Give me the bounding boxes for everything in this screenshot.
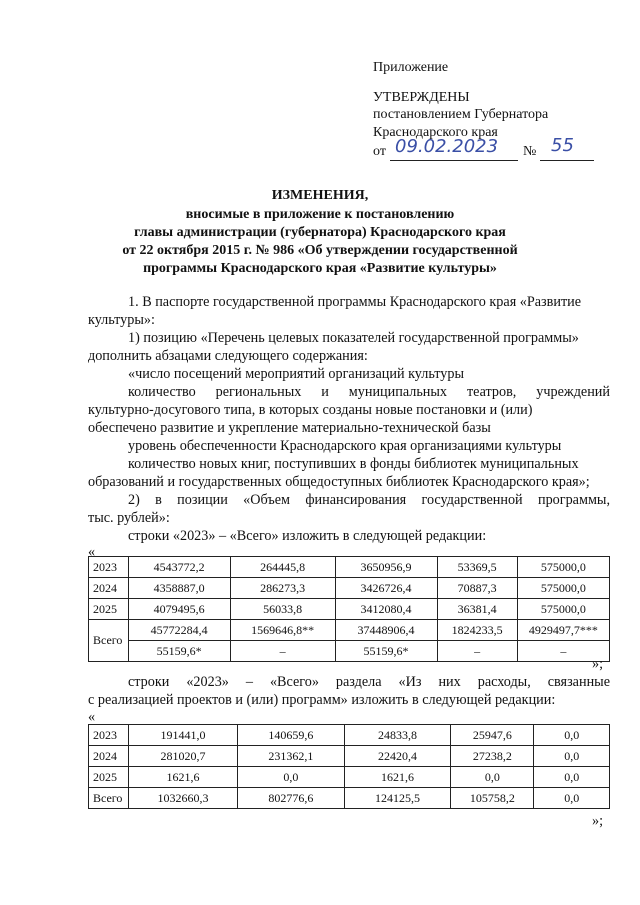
total-label-cell: Всего [89, 620, 129, 662]
appendix-label: Приложение [373, 60, 449, 75]
quote-open-1: « [88, 544, 96, 560]
table-row [89, 557, 610, 578]
projects-table [88, 724, 610, 809]
year-cell: 2025 [89, 767, 129, 788]
para-6a: количество новых книг, поступивших в фонды библиотек муниципальных [128, 456, 579, 472]
table-cell: 4929497,7*** [517, 620, 609, 641]
table-cell: 4358887,0 [128, 578, 230, 599]
table-cell: 575000,0 [517, 557, 609, 578]
table-cell: 3650956,9 [335, 557, 437, 578]
approved-label: УТВЕРЖДЕНЫ [373, 90, 470, 105]
para-2b: дополнить абзацами следующего содержания: [88, 348, 368, 364]
table-cell: 802776,6 [237, 788, 344, 809]
para-4b: культурно-досугового типа, в которых созданы новые постановки и (или) [88, 402, 533, 418]
table-cell: 70887,3 [437, 578, 517, 599]
para-2a: 1) позицию «Перечень целевых показателей государственной программы» [128, 330, 579, 346]
table-cell: 575000,0 [517, 578, 609, 599]
table-cell: – [437, 641, 517, 662]
title-line4: от 22 октября 2015 г. № 986 «Об утверждении государственной [122, 243, 518, 258]
para-9a: строки «2023» – «Всего» раздела «Из них расходы, связанные [128, 674, 610, 690]
quote-close-1: »; [592, 656, 604, 672]
table-cell: 45772284,4 [128, 620, 230, 641]
year-cell: 2023 [89, 725, 129, 746]
table-cell: 0,0 [534, 725, 610, 746]
table-cell: 3412080,4 [335, 599, 437, 620]
para-1b: культуры»: [88, 312, 155, 328]
table-cell: 24833,8 [344, 725, 451, 746]
year-cell: 2024 [89, 746, 129, 767]
para-4c: обеспечено развитие и укрепление материально-технической базы [88, 420, 491, 436]
quote-open-2: « [88, 709, 96, 725]
year-cell: 2023 [89, 557, 129, 578]
from-label: от [373, 144, 386, 159]
number-underline [540, 160, 594, 161]
para-6b: образований и государственных общедоступных библиотек Краснодарского края»; [88, 474, 590, 490]
para-7a: 2) в позиции «Объем финансирования государственной программы, [128, 492, 610, 508]
table-cell: 3426726,4 [335, 578, 437, 599]
year-cell: Всего [89, 788, 129, 809]
quote-close-2: »; [592, 813, 604, 829]
para-4a: количество региональных и муниципальных театров, учреждений [128, 384, 610, 400]
table-cell: 124125,5 [344, 788, 451, 809]
number-label: № [523, 144, 537, 159]
table-row-total-sub [89, 641, 610, 662]
table-row [89, 725, 610, 746]
para-3: «число посещений мероприятий организаций культуры [128, 366, 465, 382]
table-cell: 264445,8 [230, 557, 335, 578]
approved-line2: Краснодарского края [373, 125, 498, 140]
table-row [89, 578, 610, 599]
table-cell: 0,0 [534, 788, 610, 809]
table-cell: 1621,6 [129, 767, 238, 788]
table-cell: 55159,6* [335, 641, 437, 662]
title-line1: ИЗМЕНЕНИЯ, [271, 188, 369, 203]
table-cell: 575000,0 [517, 599, 609, 620]
year-cell: 2024 [89, 578, 129, 599]
table-cell: 25947,6 [451, 725, 534, 746]
table-cell: 27238,2 [451, 746, 534, 767]
table-cell: 53369,5 [437, 557, 517, 578]
table-cell: 0,0 [451, 767, 534, 788]
table-cell: 0,0 [237, 767, 344, 788]
table-cell: 1032660,3 [129, 788, 238, 809]
approved-line1: постановлением Губернатора [373, 107, 549, 122]
table-cell: 4079495,6 [128, 599, 230, 620]
table-cell: 4543772,2 [128, 557, 230, 578]
year-cell: 2025 [89, 599, 129, 620]
table-cell: 1824233,5 [437, 620, 517, 641]
title-line2: вносимые в приложение к постановлению [185, 207, 455, 222]
table-cell: 56033,8 [230, 599, 335, 620]
financing-table [88, 556, 610, 662]
table-row-total [89, 620, 610, 641]
table-cell: 105758,2 [451, 788, 534, 809]
table-cell: 0,0 [534, 767, 610, 788]
table-cell: 0,0 [534, 746, 610, 767]
para-5: уровень обеспеченности Краснодарского края организациями культуры [128, 438, 562, 454]
table-row [89, 767, 610, 788]
table-row [89, 788, 610, 809]
para-9b: с реализацией проектов и (или) программ» изложить в следующей редакции: [88, 692, 556, 708]
date-underline [390, 160, 518, 161]
title-line5: программы Краснодарского края «Развитие культуры» [143, 261, 497, 276]
handwritten-number: 55 [551, 135, 574, 156]
table-cell: 281020,7 [129, 746, 238, 767]
table-cell: 231362,1 [237, 746, 344, 767]
table-cell: 36381,4 [437, 599, 517, 620]
table-cell: 55159,6* [128, 641, 230, 662]
table-cell: 191441,0 [129, 725, 238, 746]
handwritten-date: 09.02.2023 [395, 136, 499, 157]
table-cell: 140659,6 [237, 725, 344, 746]
para-8: строки «2023» – «Всего» изложить в следующей редакции: [128, 528, 487, 544]
table-cell: – [517, 641, 609, 662]
table-cell: 1621,6 [344, 767, 451, 788]
table-row [89, 746, 610, 767]
para-1a: 1. В паспорте государственной программы Краснодарского края «Развитие [128, 294, 582, 310]
table-cell: 37448906,4 [335, 620, 437, 641]
table-cell: – [230, 641, 335, 662]
table-row [89, 599, 610, 620]
table-cell: 286273,3 [230, 578, 335, 599]
para-7b: тыс. рублей»: [88, 510, 170, 526]
table-cell: 22420,4 [344, 746, 451, 767]
table-cell: 1569646,8** [230, 620, 335, 641]
title-line3: главы администрации (губернатора) Краснодарского края [134, 225, 506, 240]
